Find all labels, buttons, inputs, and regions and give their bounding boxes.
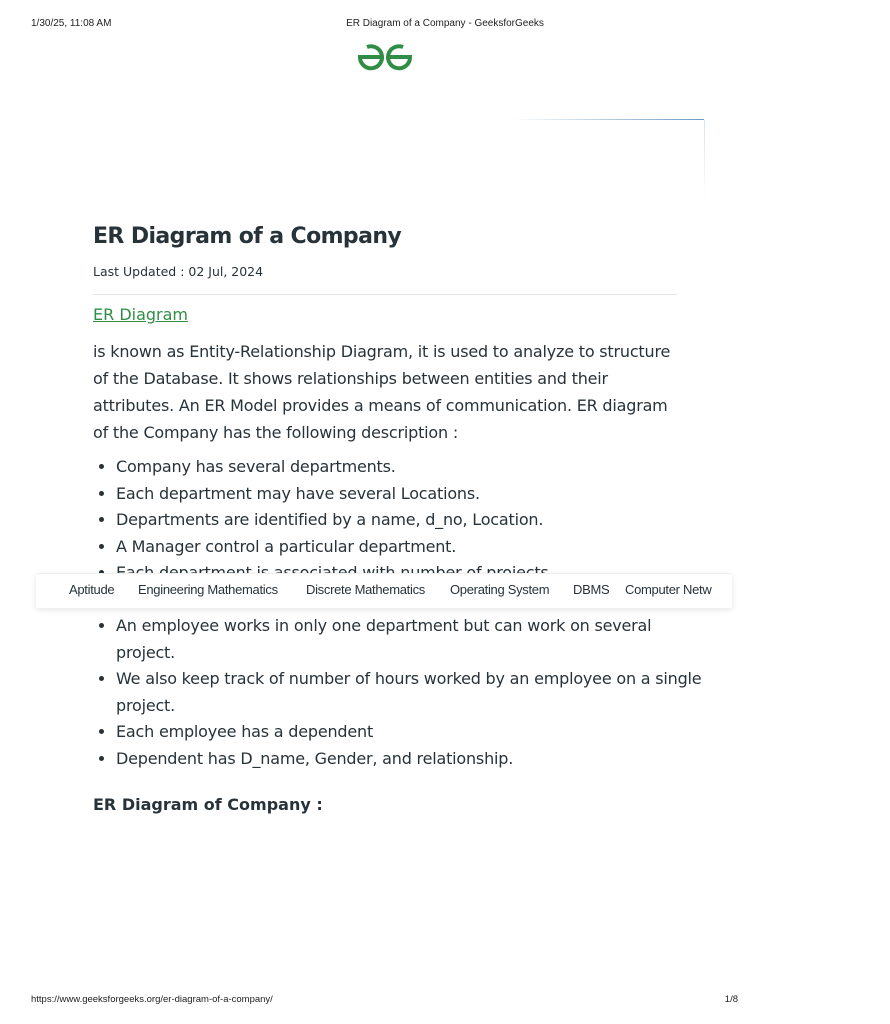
print-page-title: ER Diagram of a Company - GeeksforGeeks [346,18,544,29]
description-list-bottom [93,613,706,773]
page-number: 1/8 [724,994,738,1005]
list-item: • Each employee has a dependent [116,719,706,746]
topic-nav-bar [36,573,732,608]
er-diagram-link[interactable]: ER Diagram [93,305,189,324]
nav-item-computer-networks[interactable]: Computer Netw [625,582,712,597]
list-item: • Departments are identified by a name, d_no, Location. [116,507,706,534]
page-url: https://www.geeksforgeeks.org/er-diagram-of-a-company/ [31,994,273,1005]
title-divider [93,294,677,295]
nav-item-aptitude[interactable]: Aptitude [69,582,115,597]
nav-item-discrete-mathematics[interactable]: Discrete Mathematics [306,582,425,597]
print-footer [0,994,768,1014]
print-header [0,0,768,40]
print-timestamp: 1/30/25, 11:08 AM [31,18,112,29]
nav-item-operating-system[interactable]: Operating System [450,582,550,597]
list-item: • We also keep track of number of hours worked by an employee on a single project. [116,666,706,719]
ad-frame-edge [704,120,705,200]
geeksforgeeks-logo-icon[interactable] [356,42,414,72]
list-item: • Each department may have several Locations. [116,481,706,508]
description-list-top [93,454,706,571]
section-heading: ER Diagram of Company : [93,795,323,814]
intro-paragraph: is known as Entity-Relationship Diagram, it is used to analyze to structure of the Database. It shows relationships between entities and their attributes. An ER Model provides a means of communication. ER diagram of the Company has the following description : [93,342,671,442]
nav-item-engineering-mathematics[interactable]: Engineering Mathematics [138,582,278,597]
list-item: • Company has several departments. [116,454,706,481]
article-title: ER Diagram of a Company [93,224,402,249]
nav-item-dbms[interactable]: DBMS [573,582,610,597]
last-updated: Last Updated : 02 Jul, 2024 [93,264,264,279]
top-accent-line [512,119,704,120]
list-item: • A Manager control a particular department. [116,534,706,561]
list-item: • An employee works in only one department but can work on several project. [116,613,706,666]
list-item: • Dependent has D_name, Gender, and relationship. [116,746,706,773]
